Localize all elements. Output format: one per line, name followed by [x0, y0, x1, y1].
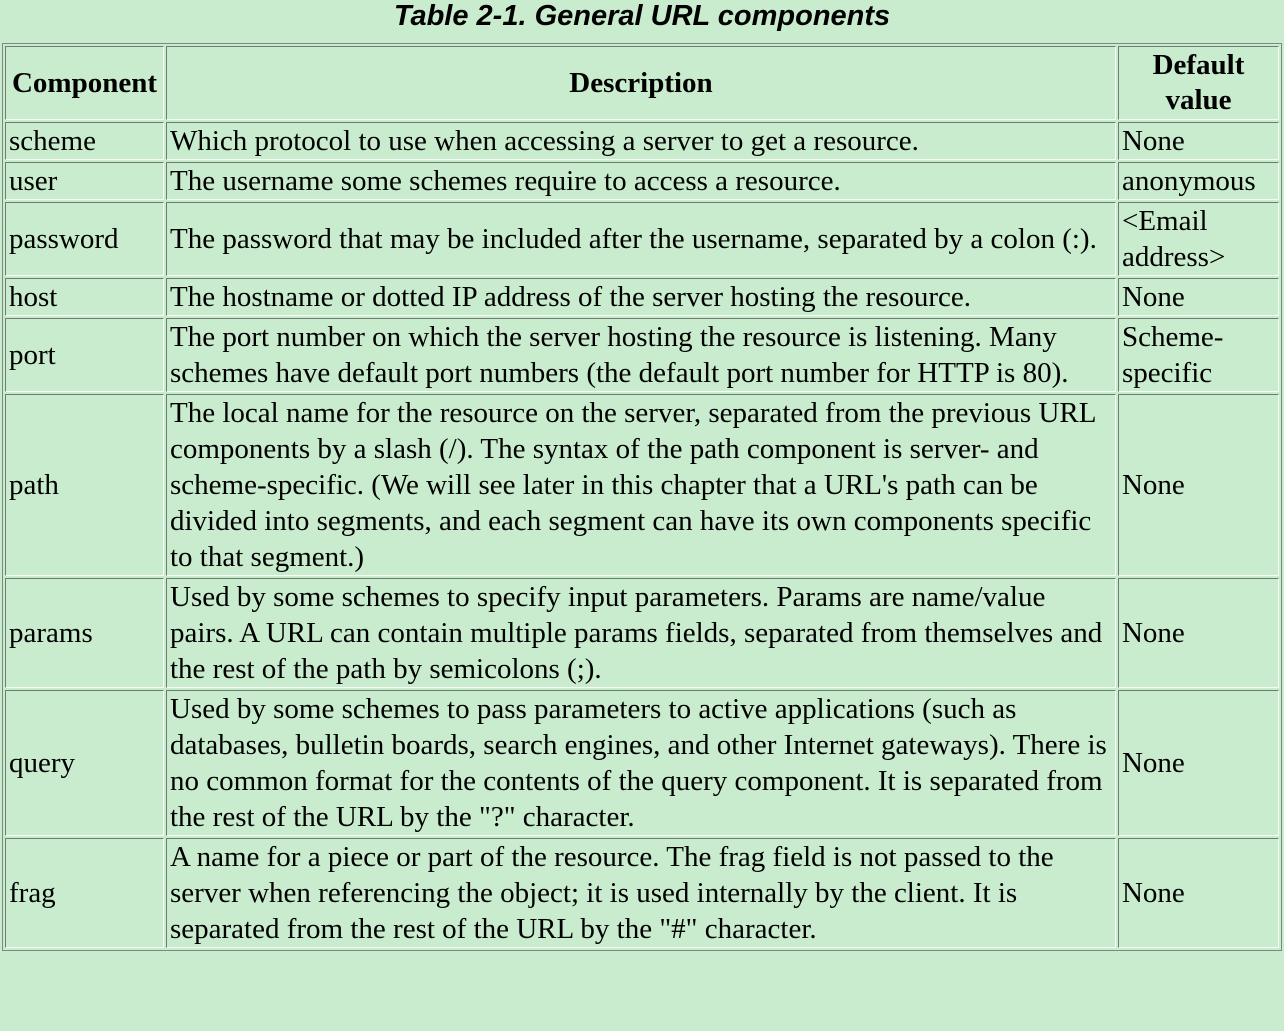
- table-row: [5, 578, 1279, 688]
- default-value-cell: Scheme-specific: [1118, 318, 1279, 392]
- header-component: Component: [5, 46, 164, 120]
- table-row: [5, 394, 1279, 576]
- component-cell: path: [5, 394, 164, 576]
- table-caption: Table 2-1. General URL components: [393, 0, 891, 32]
- component-cell: frag: [5, 838, 164, 948]
- table-row: [5, 838, 1279, 948]
- default-value-cell: anonymous: [1118, 162, 1279, 200]
- table-row: [5, 278, 1279, 316]
- component-cell: query: [5, 690, 164, 836]
- table-row: [5, 162, 1279, 200]
- description-cell: A name for a piece or part of the resource. The frag field is not passed to the server when referencing the object; it is used internally by the client. It is separated from the rest of the URL by the "#" character.: [166, 838, 1116, 948]
- header-default-value: [1118, 46, 1279, 120]
- default-value-cell: None: [1118, 838, 1279, 948]
- table-row: [5, 202, 1279, 276]
- description-cell: Which protocol to use when accessing a server to get a resource.: [166, 122, 1116, 160]
- default-value-cell: None: [1118, 278, 1279, 316]
- component-cell: params: [5, 578, 164, 688]
- component-cell: password: [5, 202, 164, 276]
- component-cell: port: [5, 318, 164, 392]
- default-value-cell: <Email address>: [1118, 202, 1279, 276]
- header-description: Description: [166, 46, 1116, 120]
- header-row: [5, 46, 1279, 120]
- component-cell: user: [5, 162, 164, 200]
- table-row: [5, 690, 1279, 836]
- description-cell: The port number on which the server hosting the resource is listening. Many schemes have default port numbers (the default port number for HTTP is 80).: [166, 318, 1116, 392]
- component-cell: scheme: [5, 122, 164, 160]
- description-cell: Used by some schemes to specify input parameters. Params are name/value pairs. A URL can contain multiple params fields, separated from themselves and the rest of the path by semicolons (;).: [166, 578, 1116, 688]
- default-value-cell: None: [1118, 578, 1279, 688]
- description-cell: The local name for the resource on the server, separated from the previous URL components by a slash (/). The syntax of the path component is server- and scheme-specific. (We will see later in this chapter that a URL's path can be divided into segments, and each segment can have its own components specific to that segment.): [166, 394, 1116, 576]
- description-cell: The password that may be included after the username, separated by a colon (:).: [166, 202, 1116, 276]
- description-cell: The hostname or dotted IP address of the server hosting the resource.: [166, 278, 1116, 316]
- default-value-cell: None: [1118, 690, 1279, 836]
- description-cell: Used by some schemes to pass parameters to active applications (such as databases, bulletin boards, search engines, and other Internet gateways). There is no common format for the contents of the query component. It is separated from the rest of the URL by the "?" character.: [166, 690, 1116, 836]
- table-row: [5, 122, 1279, 160]
- url-components-table: [2, 43, 1282, 951]
- description-cell: The username some schemes require to access a resource.: [166, 162, 1116, 200]
- default-value-cell: None: [1118, 394, 1279, 576]
- component-cell: host: [5, 278, 164, 316]
- table-row: [5, 318, 1279, 392]
- header-default-line1: Default: [1152, 49, 1245, 81]
- header-default-line2: value: [1165, 84, 1232, 116]
- default-value-cell: None: [1118, 122, 1279, 160]
